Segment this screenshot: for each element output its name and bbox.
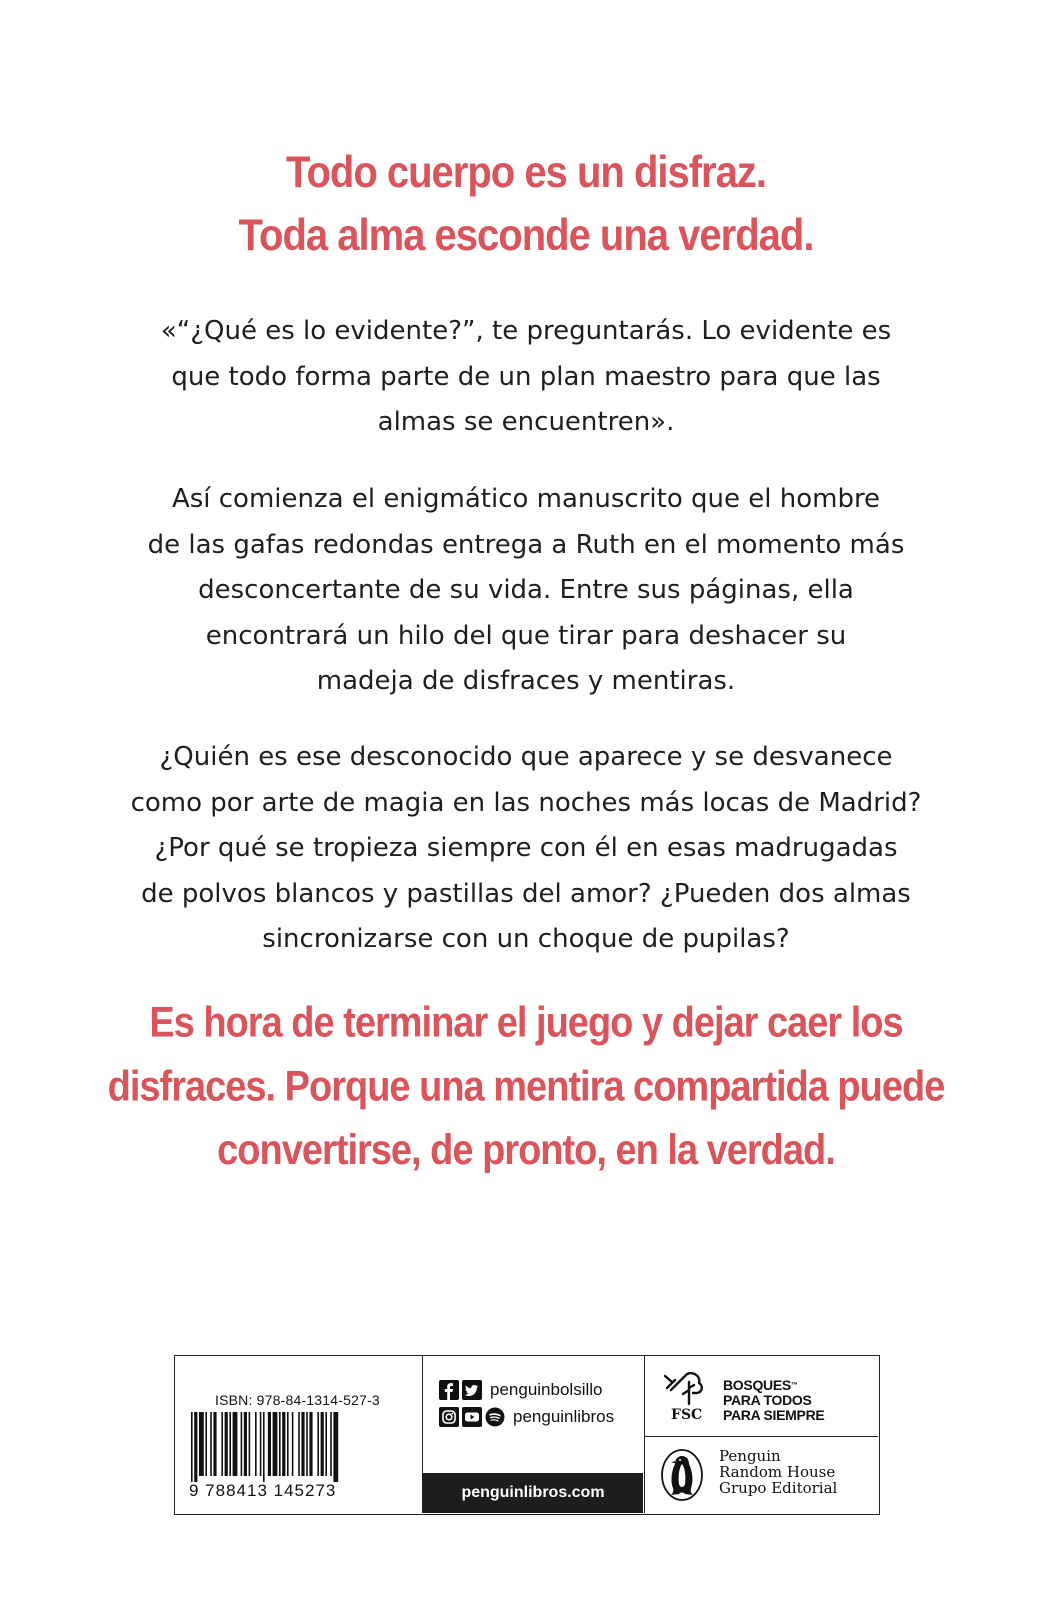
fsc-tree-icon xyxy=(663,1368,711,1408)
barcode-bar xyxy=(194,1412,197,1482)
bottom-headline-line-2: disfraces. Porque una mentira compartida puede xyxy=(107,1063,945,1111)
barcode-bar xyxy=(221,1412,223,1476)
barcode-bar xyxy=(309,1412,312,1476)
barcode-bar xyxy=(229,1412,231,1476)
bosques-line-3: PARA SIEMPRE xyxy=(723,1407,825,1423)
barcode-bar xyxy=(330,1412,332,1476)
publisher-line-2: Random House xyxy=(719,1463,836,1481)
barcode-bar xyxy=(249,1412,251,1476)
paragraph-line: «“¿Qué es lo evidente?”, te preguntarás. Lo evidente es xyxy=(160,316,892,346)
paragraph-line: de las gafas redondas entrega a Ruth en el momento más xyxy=(147,529,905,560)
paragraph-line: ¿Quién es ese desconocido que aparece y se desvanece xyxy=(159,742,893,772)
twitter-icon[interactable] xyxy=(462,1380,482,1400)
paragraph-line: desconcertante de su vida. Entre sus páginas, ella xyxy=(198,575,854,605)
barcode-bar xyxy=(317,1412,319,1476)
top-headline-line-2: Toda alma esconde una verdad. xyxy=(238,210,814,260)
social-row-libros xyxy=(439,1407,614,1427)
barcode-bar xyxy=(191,1412,193,1482)
synopsis-paragraph xyxy=(0,477,1052,705)
bosques-line-1: BOSQUES xyxy=(723,1377,791,1393)
barcode-bar xyxy=(287,1412,289,1476)
publisher-line-3: Grupo Editorial xyxy=(719,1479,838,1497)
facebook-icon[interactable] xyxy=(439,1380,459,1400)
penguin-logo-icon xyxy=(659,1448,705,1502)
publisher-info-box xyxy=(174,1355,880,1515)
bottom-headline xyxy=(0,992,1052,1184)
social-handle-libros[interactable]: penguinlibros xyxy=(513,1407,615,1426)
paragraph-line: sincronizarse con un choque de pupilas? xyxy=(262,924,790,954)
barcode-bar xyxy=(225,1412,228,1476)
paragraph-line: encontrará un hilo del que tirar para deshacer su xyxy=(205,620,847,651)
paragraph-line: madeja de disfraces y mentiras. xyxy=(316,666,736,696)
barcode-bar xyxy=(273,1412,278,1476)
social-row-bolsillo xyxy=(439,1380,602,1400)
paragraph-line: almas se encuentren». xyxy=(377,407,675,437)
barcode-bar xyxy=(205,1412,207,1476)
barcode-digits: 9 788413 145273 xyxy=(189,1481,337,1500)
barcode-bar xyxy=(268,1412,271,1476)
paragraph-line: como por arte de magia en las noches más locas de Madrid? xyxy=(130,787,922,818)
bottom-headline-line-1: Es hora de terminar el juego y dejar caer los xyxy=(149,999,903,1047)
paragraph-line: que todo forma parte de un plan maestro para que las xyxy=(171,361,881,392)
barcode-bar xyxy=(210,1412,212,1476)
publisher-name xyxy=(719,1448,837,1496)
bosques-text xyxy=(723,1378,824,1423)
website-link[interactable]: penguinlibros.com xyxy=(423,1473,643,1513)
barcode-bar xyxy=(301,1412,304,1476)
questions-paragraph xyxy=(0,735,1052,963)
top-headline xyxy=(0,141,1052,266)
barcode-bar xyxy=(244,1412,247,1476)
logos-cell xyxy=(645,1356,878,1513)
barcode-bar xyxy=(306,1412,308,1476)
barcode-bar xyxy=(263,1412,265,1482)
barcode-bar xyxy=(282,1412,285,1476)
barcode-bar xyxy=(333,1412,338,1482)
paragraph-line: ¿Por qué se tropieza siempre con él en esas madrugadas xyxy=(154,833,898,863)
isbn-label: ISBN: 978-84-1314-527-3 xyxy=(215,1392,380,1408)
spotify-icon[interactable] xyxy=(485,1407,505,1427)
instagram-icon[interactable] xyxy=(439,1407,459,1427)
top-headline-line-1: Todo cuerpo es un disfraz. xyxy=(286,148,766,198)
barcode-bar xyxy=(199,1412,204,1476)
paragraph-line: Así comienza el enigmático manuscrito que el hombre xyxy=(171,484,881,514)
barcode-bar xyxy=(213,1412,216,1476)
barcode-bar xyxy=(260,1412,262,1476)
barcode-bar xyxy=(241,1412,243,1476)
publisher-line-1: Penguin xyxy=(719,1447,781,1465)
barcode-bar xyxy=(321,1412,324,1476)
trademark-mark: ™ xyxy=(790,1382,798,1389)
publisher-area xyxy=(645,1436,878,1513)
fsc-area xyxy=(645,1356,878,1437)
youtube-icon[interactable] xyxy=(462,1407,482,1427)
barcode-bar xyxy=(292,1412,294,1476)
fsc-label: FSC xyxy=(671,1407,703,1423)
paragraph-line: de polvos blancos y pastillas del amor? ¿Pueden dos almas xyxy=(141,878,911,909)
bottom-headline-line-3: convertirse, de pronto, en la verdad. xyxy=(217,1127,835,1175)
barcode-bar xyxy=(298,1412,300,1476)
barcode-cell xyxy=(175,1356,423,1513)
barcode-icon xyxy=(189,1412,409,1482)
bosques-line-2: PARA TODOS xyxy=(723,1392,812,1408)
barcode-bar xyxy=(325,1412,327,1476)
barcode-bar xyxy=(255,1412,257,1476)
quote-paragraph xyxy=(0,309,1052,446)
barcode-bar xyxy=(279,1412,281,1476)
social-handle-bolsillo[interactable]: penguinbolsillo xyxy=(490,1380,603,1399)
barcode-bar xyxy=(233,1412,238,1476)
social-cell xyxy=(423,1356,645,1513)
